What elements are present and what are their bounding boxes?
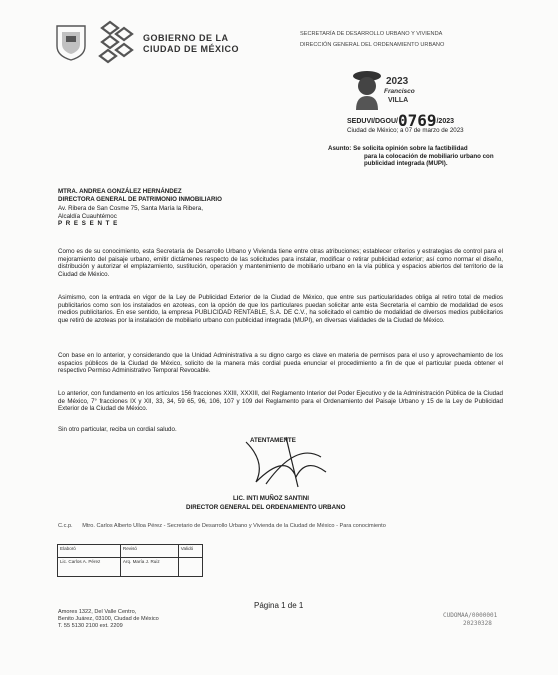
signatory-title: DIRECTOR GENERAL DEL ORDENAMIENTO URBANO [186, 504, 346, 511]
review-table-header-row [58, 545, 203, 558]
asunto-label: Asunto: [328, 145, 352, 152]
signatory-name: LIC. INTI MUÑOZ SANTINI [233, 495, 309, 502]
review-table [57, 544, 203, 577]
presente-label: P R E S E N T E [58, 220, 119, 228]
recipient-name: MTRA. ANDREA GONZÁLEZ HERNÁNDEZ [58, 188, 182, 195]
recipient-title: DIRECTORA GENERAL DE PATRIMONIO INMOBILIARIO [58, 195, 222, 203]
folio-line2: 20230328 [463, 620, 492, 627]
gov-name-line2: CIUDAD DE MÉXICO [143, 44, 240, 54]
footer-address [58, 609, 159, 630]
year-badge-portrait-icon [352, 66, 382, 110]
secretaria-name: SECRETARÍA DE DESARROLLO URBANO Y VIVIENDA [300, 31, 443, 37]
folio-line1: CUDOMAA/0000001 [443, 612, 498, 619]
ccp-text: Mtro. Carlos Alberto Ulloa Pérez - Secretario de Desarrollo Urbano y Vivienda de la Ciudad de México - Para conocimiento [82, 523, 386, 529]
body-paragraph-4: Lo anterior, con fundamento en los artículos 156 fracciones XXIII, XXXIII, del Reglamento Interior del Poder Ejecutivo y de la Administración Pública de la Ciudad de México, 7° fracciones IX y XII, 33, 34, 59 65, 96, 106, 107 y 109 del Reglamento para el Ordenamiento del Paisaje Urbano y 15 de la Ley de Publicidad Exterior de la Ciudad de México. [58, 390, 503, 413]
year-badge-name2: VILLA [388, 97, 409, 104]
year-badge-name: Francisco [384, 88, 415, 95]
ref-number: 0769 [397, 111, 437, 130]
ccp-label: C.c.p. [58, 523, 73, 529]
body-paragraph-2: Asimismo, con la entrada en vigor de la Ley de Publicidad Exterior de la Ciudad de México, que entre sus particularidades obliga al retiro total de medios publicitarios como son los instalados en azoteas, con la opción de que los particulares puedan solicitar ante esta Secretaría el cambio de modalidad de esos medios publicitarios. En ese sentido, la empresa PUBLICIDAD RENTABLE, S.A. DE C.V., ha solicitado el cambio de modalidad de diversos medios publicitarios que retiró de azoteas por la instalación de mobiliario urbano con publicidad integrada (MUPI), en diversas vialidades de la Ciudad de México. [58, 294, 503, 324]
footer-address-line1: Amores 1322, Del Valle Centro, [58, 609, 137, 615]
document-date: Ciudad de México; a 07 de marzo de 2023 [347, 127, 464, 134]
recipient-address2: Alcaldía Cuauhtémoc [58, 212, 117, 220]
review-cell [178, 558, 202, 577]
ccp-line [58, 523, 508, 530]
ref-prefix: SEDUVI/DGOU/ [347, 118, 398, 125]
recipient-address1: Av. Ribera de San Cosme 75, Santa María la Ribera, [58, 205, 203, 213]
body-paragraph-1: Como es de su conocimiento, esta Secretaría de Desarrollo Urbano y Vivienda tiene entre otras atribuciones; establecer criterios y estrategias de control para el mejoramiento del paisaje urbano, emitir dictámenes respecto de las solicitudes para instalar, modificar o retirar publicidad exterior; así como normar el diseño, distribución y autorizar el emplazamiento, sustitución, operación y mantenimiento de mobiliario urbano en la vía pública y espacios abiertos del territorio de la Ciudad de México. [58, 248, 503, 278]
page-number: Página 1 de 1 [254, 601, 304, 610]
body-paragraph-3: Con base en lo anterior, y considerando que la Unidad Administrativa a su digno cargo es clave en materia de permisos para el uso y aprovechamiento de los espacios públicos de la Ciudad de México, solicito de la manera más cordial pueda enunciar el procedimiento a fin de que el particular pueda obtener el respectivo Permiso Administrativo Temporal Revocable. [58, 352, 503, 375]
cdmx-emblem-icon [96, 20, 136, 64]
asunto-line1: Se solicita opinión sobre la factibilidad [353, 145, 468, 152]
cdmx-shield-logo [54, 22, 88, 62]
footer-phone: T. 55 5130 2100 ext. 2209 [58, 623, 123, 629]
closing-line: Sin otro particular, reciba un cordial saludo. [58, 426, 177, 433]
asunto-line3: publicidad integrada (MUPI). [364, 160, 448, 168]
review-header-valido: Validó [178, 545, 202, 558]
gov-name-line1: GOBIERNO DE LA [143, 33, 229, 43]
asunto-block [328, 145, 513, 168]
asunto-line2: para la colocación de mobiliario urbano con [364, 152, 494, 160]
recipient-block [58, 188, 358, 228]
handwritten-signature [226, 432, 356, 492]
review-cell: Arq. María J. Ruiz [120, 558, 178, 577]
footer-address-line2: Benito Juárez, 03100, Ciudad de México [58, 616, 159, 622]
review-header-elaboro: Elaboró [58, 545, 121, 558]
review-table-row [58, 558, 203, 577]
atentamente-label: ATENTAMENTE [250, 437, 296, 444]
review-header-reviso: Revisó [120, 545, 178, 558]
ref-suffix: /2023 [436, 118, 455, 125]
direccion-name: DIRECCIÓN GENERAL DEL ORDENAMIENTO URBANO [300, 42, 445, 48]
year-badge-year: 2023 [386, 76, 409, 87]
review-cell: Lic. Carlos A. Pérez [58, 558, 121, 577]
folio-stamp [443, 612, 497, 628]
